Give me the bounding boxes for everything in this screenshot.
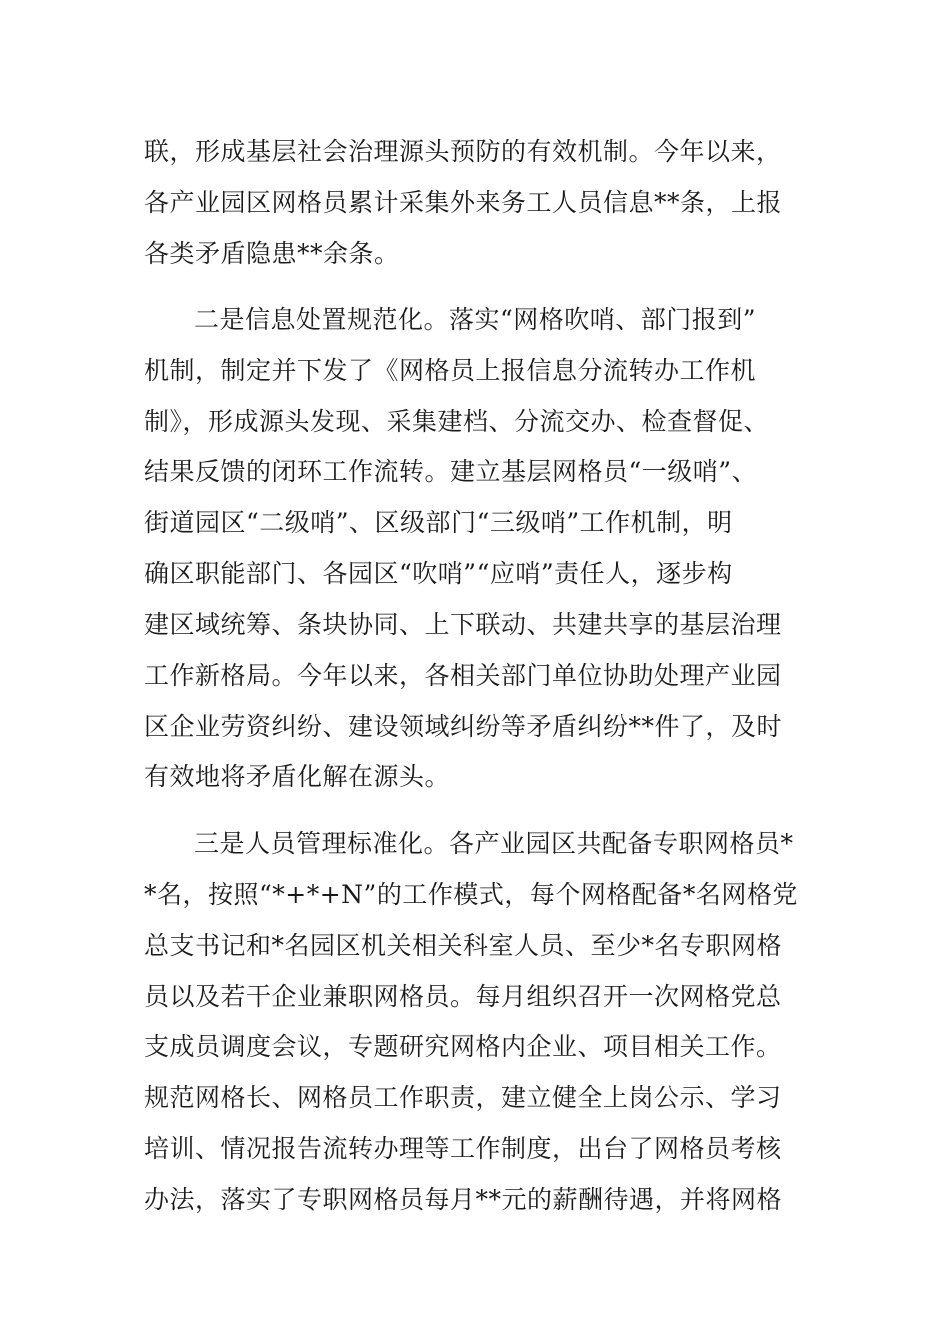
text-line: 各类矛盾隐患**余条。 xyxy=(144,239,400,268)
text-line: 街道园区“二级哨”、区级部门“三级哨”工作机制，明 xyxy=(144,508,733,537)
text-line: 办法，落实了专职网格员每月**元的薪酬待遇，并将网格 xyxy=(144,1185,783,1214)
text-line: *名，按照“*+*+N”的工作模式，每个网格配备*名网格党 xyxy=(144,880,798,909)
text-line: 员以及若干企业兼职网格员。每月组织召开一次网格党总 xyxy=(144,982,782,1011)
text-line: 制》，形成源头发现、采集建档、分流交办、检查督促、 xyxy=(144,407,770,436)
paragraph-start-line: 二是信息处置规范化。落实“网格吹哨、部门报到” xyxy=(194,305,757,334)
text-line: 支成员调度会议，专题研究网格内企业、项目相关工作。 xyxy=(144,1032,782,1061)
text-line: 区企业劳资纠纷、建设领域纠纷等矛盾纠纷**件了，及时 xyxy=(144,712,783,741)
text-line: 有效地将矛盾化解在源头。 xyxy=(144,762,451,791)
text-line: 培训、情况报告流转办理等工作制度，出台了网格员考核 xyxy=(144,1134,782,1163)
text-line: 机制，制定并下发了《网格员上报信息分流转办工作机 xyxy=(144,356,757,385)
text-line: 确区职能部门、各园区“吹哨”“应哨”责任人，逐步构 xyxy=(144,559,733,588)
text-line: 规范网格长、网格员工作职责，建立健全上岗公示、学习 xyxy=(144,1083,782,1112)
text-line: 各产业园区网格员累计采集外来务工人员信息**条，上报 xyxy=(144,188,783,217)
text-line: 工作新格局。今年以来，各相关部门单位协助处理产业园 xyxy=(144,661,782,690)
text-line: 总支书记和*名园区机关相关科室人员、至少*名专职网格 xyxy=(144,931,783,960)
text-line: 建区域统筹、条块协同、上下联动、共建共享的基层治理 xyxy=(144,610,782,639)
paragraph-start-line: 三是人员管理标准化。各产业园区共配备专职网格员* xyxy=(194,829,794,858)
text-line: 联，形成基层社会治理源头预防的有效机制。今年以来， xyxy=(144,137,782,166)
text-line: 结果反馈的闭环工作流转。建立基层网格员“一级哨”、 xyxy=(144,457,758,486)
